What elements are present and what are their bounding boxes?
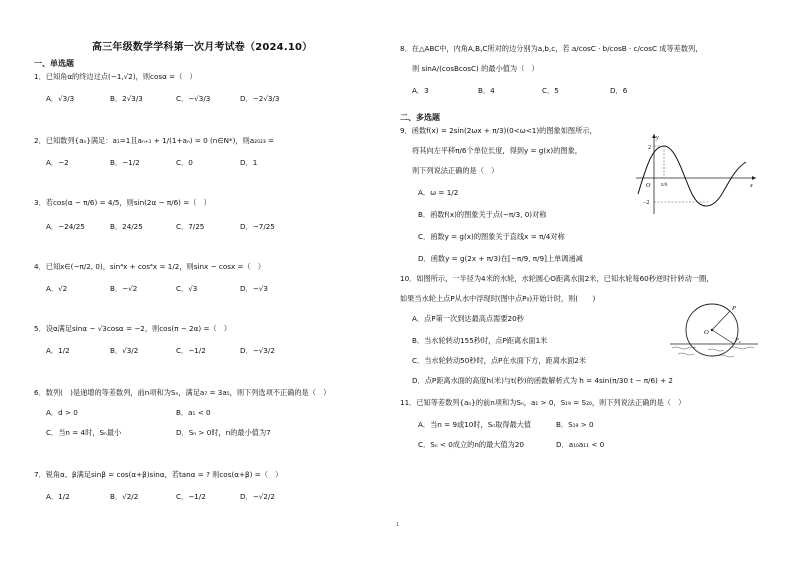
q5-stem: 5．设α满足sinα − √3cosα = −2，则cos(π − 2α) =（ ） — [34, 324, 232, 333]
q1-stem: 1．已知角α的终边过点(−1,√2)，则cosα =（ ） — [34, 72, 197, 81]
q2-stem: 2．已知数列{aₙ}满足：a₁=1且aₙ₊₁ + 1/(1+aₙ) = 0 (n∈N*)，则a₂₀₂₃ = — [34, 136, 275, 145]
q3-option-c: C．7/25 — [176, 222, 205, 231]
q7-stem: 7．锐角α、β满足sinβ = cos(α+β)sinα，若tanα = ? 则cos(α+β) =（ ） — [34, 470, 283, 479]
q1-option-b: B．2√3/3 — [110, 94, 143, 103]
q9-option-b: B．函数f(x)的图象关于点(−π/3, 0)对称 — [418, 210, 547, 219]
q10-water-wheel — [668, 298, 760, 370]
q10-option-c: C．当水轮转动50秒时，点P在水面下方，距离水面2米 — [412, 356, 587, 365]
q9-option-d: D．函数y = g(2x + π/3)在[−π/9, π/9]上单调递减 — [418, 254, 583, 263]
radius-op0 — [712, 330, 734, 344]
q5-option-b: B．√3/2 — [110, 346, 139, 355]
q3-option-d: D．−7/25 — [240, 222, 275, 231]
q7-option-c: C．−1/2 — [176, 492, 206, 501]
q9-sine-graph — [630, 132, 760, 218]
q4-option-b: B．−√2 — [110, 284, 138, 293]
wheel-label-p: P — [732, 305, 736, 312]
q10-option-d: D．点P距离水面的高度h(米)与t(秒)的函数解析式为 h = 4sin(π/30 t − π/6) + 2 — [412, 376, 674, 385]
q1-option-d: D．−2√3/3 — [240, 94, 280, 103]
q8-option-b: B．4 — [478, 86, 495, 95]
q8-option-a: A．3 — [412, 86, 429, 95]
graph-y-label: y — [656, 135, 659, 141]
graph-origin-label: O — [646, 183, 651, 189]
q4-option-c: C．√3 — [176, 284, 198, 293]
q4-option-a: A．√2 — [46, 284, 68, 293]
q8-option-d: D．6 — [610, 86, 628, 95]
wheel-label-o: O — [704, 329, 709, 336]
q11-option-c: C．Sₙ < 0成立的n的最大值为20 — [418, 440, 524, 449]
q6-option-d: D．Sₙ > 0时，n的最小值为7 — [176, 428, 271, 437]
graph-tick-label: π/6 — [661, 183, 668, 188]
q5-option-c: C．−1/2 — [176, 346, 206, 355]
q4-option-d: D．−√3 — [240, 284, 268, 293]
q6-option-b: B．a₁ < 0 — [176, 408, 211, 417]
q3-option-a: A．−24/25 — [46, 222, 85, 231]
q5-option-d: D．−√3/2 — [240, 346, 275, 355]
q3-option-b: B．24/25 — [110, 222, 143, 231]
q1-option-a: A．√3/3 — [46, 94, 75, 103]
wheel-label-p0: P₀ — [735, 338, 741, 344]
q10-option-a: A．点P第一次到达最高点需要20秒 — [412, 314, 524, 323]
q9-stem-2: 将其向左平移π/6个单位长度，得到y = g(x)的图象， — [412, 146, 582, 155]
q7-option-a: A．1/2 — [46, 492, 70, 501]
q8-stem: 8．在△ABC中，内角A,B,C所对的边分别为a,b,c，若 a/cosC · b/cosB · c/cosC 成等差数列， — [400, 44, 703, 53]
page-number: 1 — [396, 522, 400, 528]
q9-stem: 9．函数f(x) = 2sin(2ωx + π/3)(0<ω<1)的图象如图所示， — [400, 126, 597, 135]
q2-option-b: B．−1/2 — [110, 158, 140, 167]
q3-stem: 3．若cos(α − π/6) = 4/5，则sin(2α − π/6) =（ ） — [34, 198, 211, 207]
q9-option-c: C．函数y = g(x)的图象关于直线x = π/4对称 — [418, 232, 565, 241]
q11-option-a: A．当n = 9或10时，Sₙ取得最大值 — [418, 420, 532, 429]
q10-stem-2: 如果当水轮上点P从水中浮现时(图中点P₀)开始计时，则( ) — [400, 294, 596, 303]
q2-option-c: C．0 — [176, 158, 193, 167]
q11-option-b: B．S₁₉ > 0 — [556, 420, 594, 429]
q6-option-c: C．当n = 4时，Sₙ最小 — [46, 428, 122, 437]
radius-op — [712, 311, 730, 330]
q4-stem: 4．已知x∈(−π/2, 0)，sin⁴x + cos⁴x = 1/2，则sinx − cosx =（ ） — [34, 262, 266, 271]
section-single-choice: 一、单选题 — [34, 59, 74, 68]
page-title: 高三年级数学学科第一次月考试卷（2024.10） — [92, 42, 313, 53]
water-waves — [672, 347, 754, 357]
q2-option-a: A．−2 — [46, 158, 69, 167]
graph-y-bottom-label: −2 — [643, 200, 650, 206]
q10-option-b: B．当水轮转动155秒时，点P距离水面1米 — [412, 336, 548, 345]
section-multiple-choice: 二、多选题 — [400, 113, 440, 122]
q10-stem: 10．如图所示，一半径为4米的水轮，水轮圆心O距离水面2米，已知水轮每60秒逆时针转动一圈， — [400, 274, 714, 283]
q6-option-a: A．d > 0 — [46, 408, 78, 417]
q7-option-d: D．−√2/2 — [240, 492, 275, 501]
x-axis-arrow-icon — [752, 176, 756, 180]
q9-option-a: A．ω = 1/2 — [418, 188, 459, 197]
q6-stem: 6．数列( )是递增的等差数列，前n项和为Sₙ，满足a₇ = 3a₅，则下列选项不正确的是（ ） — [34, 388, 331, 397]
graph-y-top-label: 2 — [648, 145, 651, 151]
q9-stem-3: 则下列说法正确的是（ ） — [412, 166, 499, 175]
q8-option-c: C．5 — [542, 86, 559, 95]
q11-stem: 11．已知等差数列{aₙ}的前n项和为Sₙ，a₁ > 0，S₁₉ = S₂₀，则下列说法正确的是（ ） — [400, 398, 686, 407]
graph-x-label: x — [750, 183, 753, 189]
q7-option-b: B．√2/2 — [110, 492, 139, 501]
q1-option-c: C．−√3/3 — [176, 94, 211, 103]
q11-option-d: D．a₁₀a₁₁ < 0 — [556, 440, 605, 449]
q5-option-a: A．1/2 — [46, 346, 70, 355]
q2-option-d: D．1 — [240, 158, 258, 167]
q8-stem-2: 则 sinA/(cosBcosC) 的最小值为（ ） — [412, 64, 539, 73]
